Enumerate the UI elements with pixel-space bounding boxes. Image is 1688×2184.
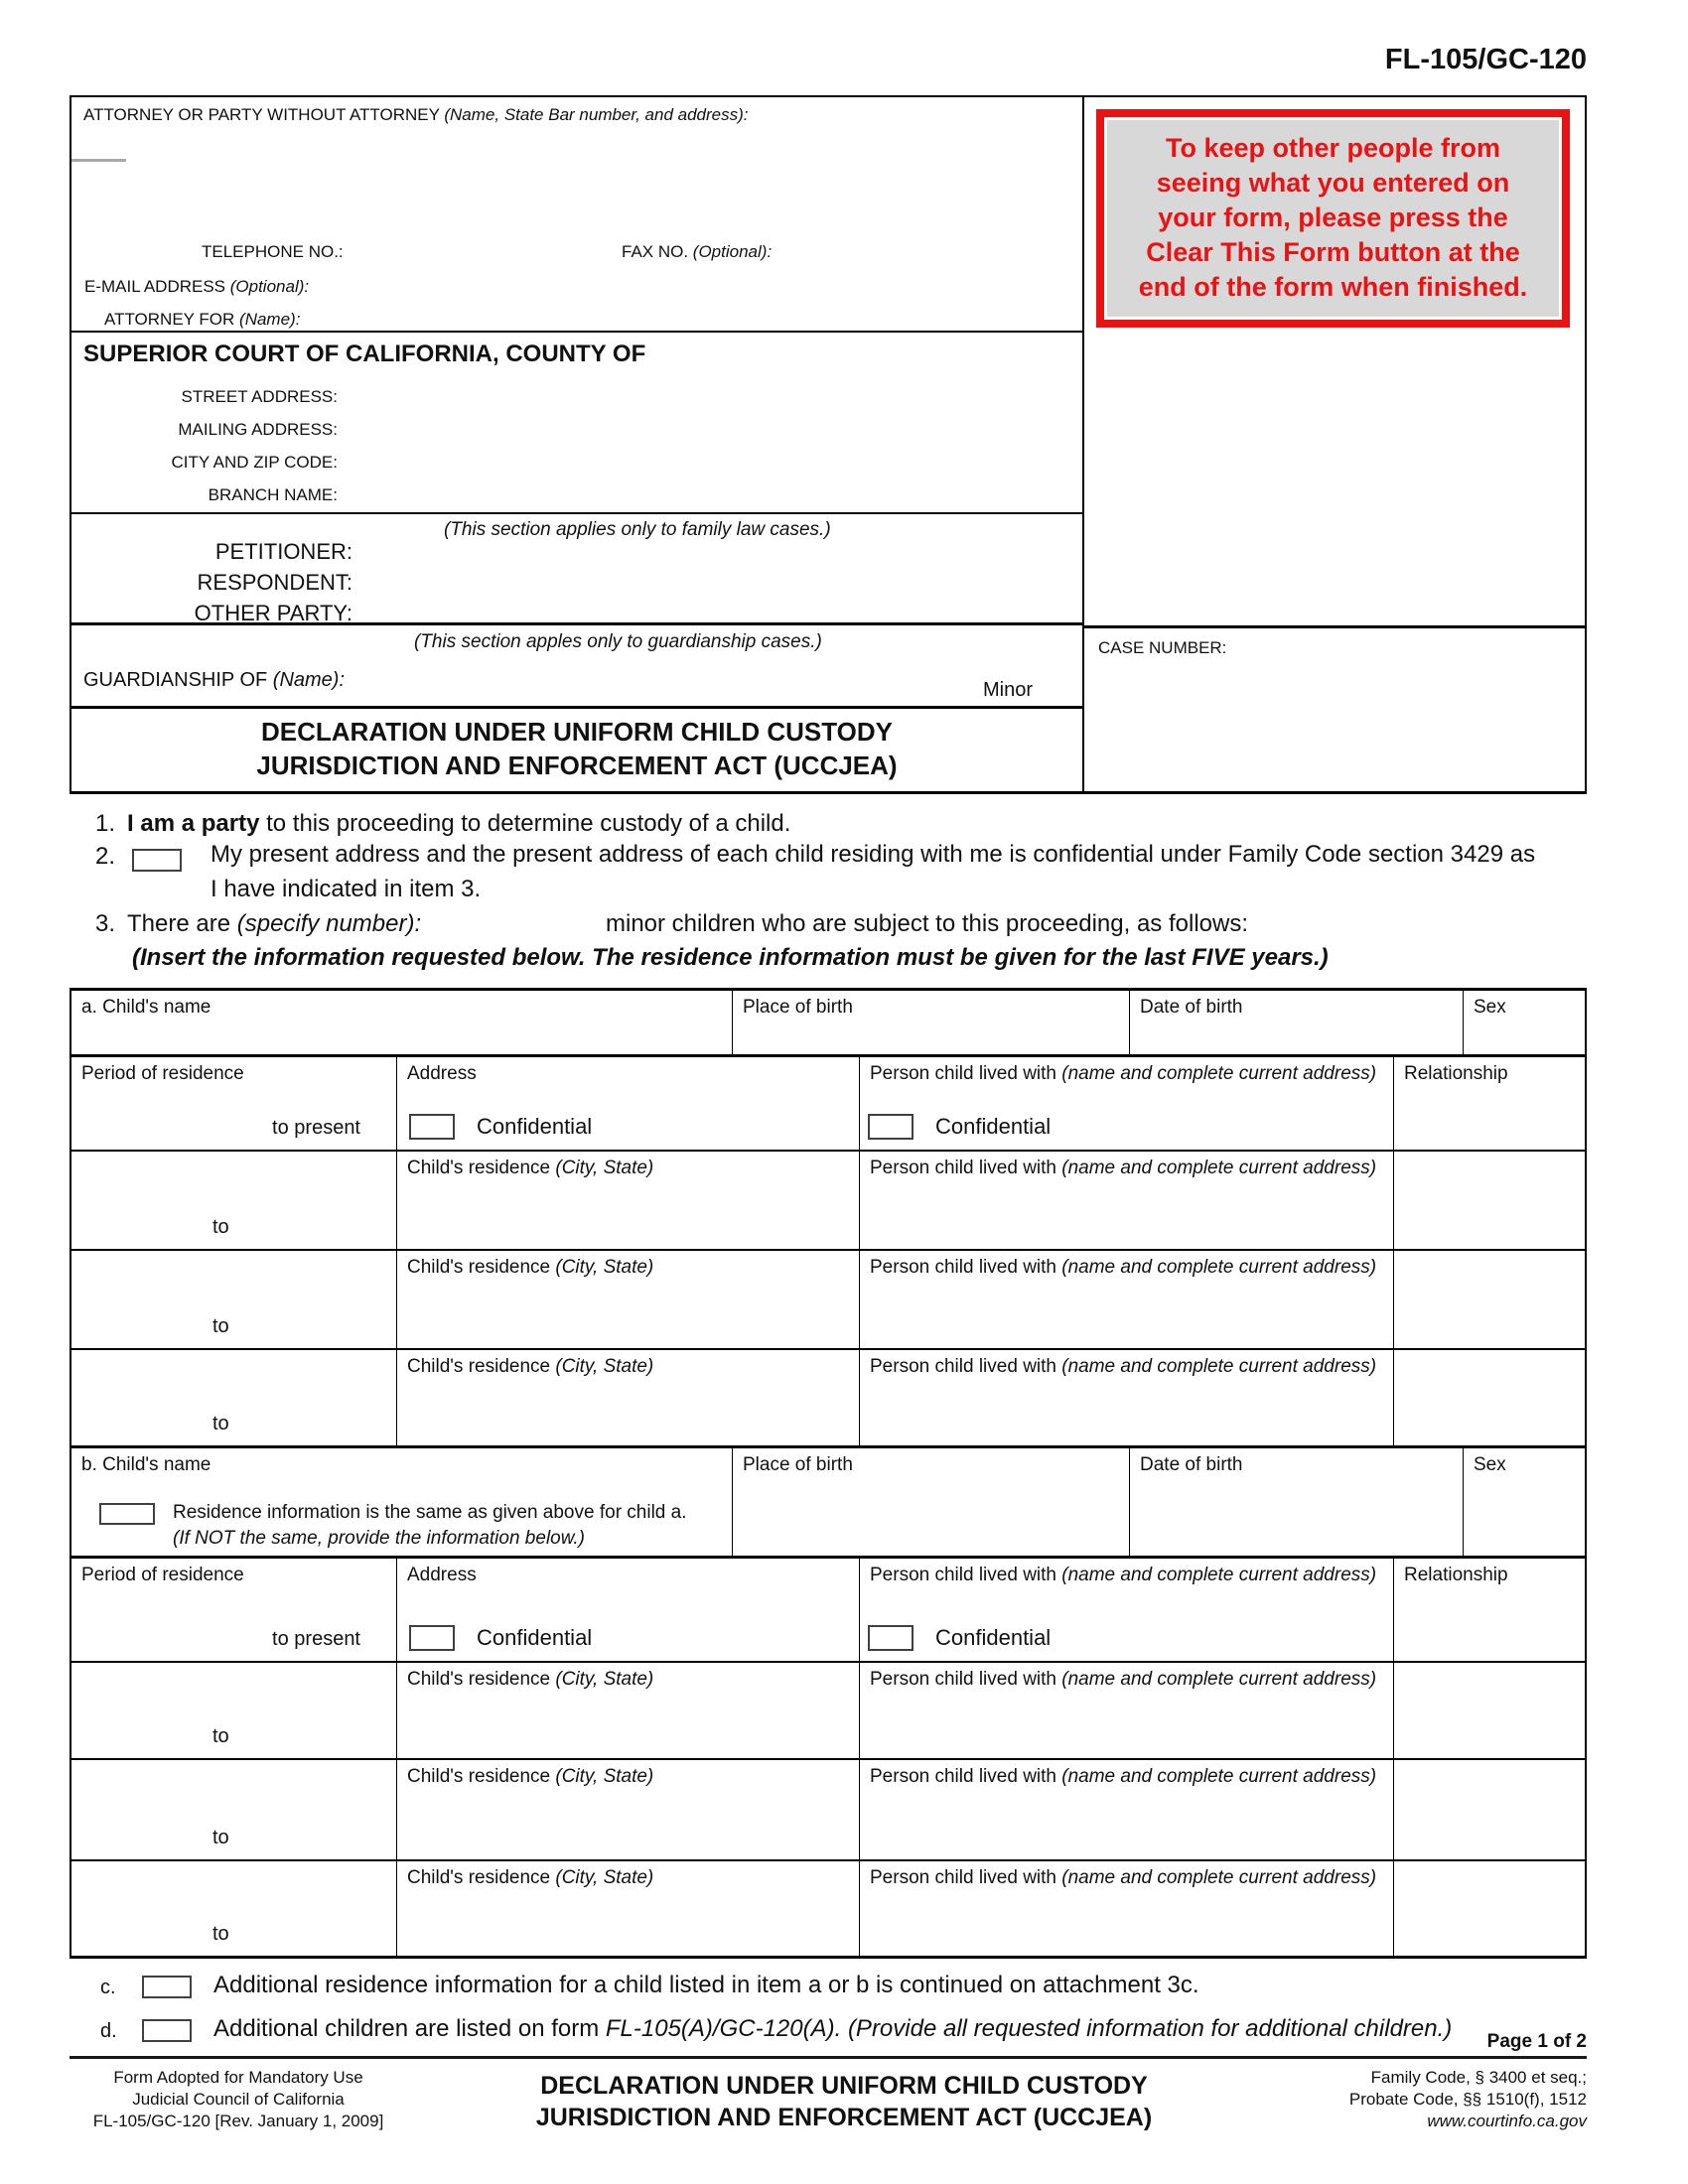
place-of-birth-label: Place of birth — [743, 997, 853, 1018]
residence-hint: (City, State) — [555, 1356, 654, 1377]
footer-right-line: Probate Code, §§ 1510(f), 1512 — [1348, 2090, 1587, 2109]
child-a-residence-row — [71, 1350, 1585, 1448]
item-d-letter: d. — [100, 2020, 117, 2042]
guardianship-of-label — [83, 669, 345, 692]
person-label: Person child lived with — [870, 1669, 1062, 1690]
confidential-label: Confidential — [477, 1114, 593, 1139]
petitioner-label: PETITIONER: — [214, 539, 352, 564]
confidential-row — [409, 1625, 592, 1651]
same-as-line2: (If NOT the same, provide the information below.) — [173, 1528, 586, 1549]
attorney-for-hint: (Name): — [239, 310, 301, 329]
relationship-cell — [1393, 1760, 1585, 1859]
to-label: to — [212, 1216, 229, 1238]
person-label: Person child lived with — [870, 1867, 1062, 1888]
child-b-same-as-a-checkbox[interactable] — [99, 1503, 155, 1525]
residence-label: Child's residence — [407, 1766, 556, 1787]
child-b-address-confidential-checkbox[interactable] — [409, 1625, 455, 1651]
guardianship-label-text: GUARDIANSHIP OF — [83, 669, 273, 691]
item-2-number: 2. — [95, 843, 116, 870]
footer-left-block — [84, 2067, 392, 2132]
item-1-number: 1. — [95, 810, 116, 837]
text-cursor-artifact — [71, 159, 126, 162]
person-cell — [859, 1057, 1393, 1150]
respondent-label: RESPONDENT: — [197, 570, 352, 595]
form-number: FL-105/GC-120 — [1384, 44, 1587, 75]
relationship-label: Relationship — [1404, 1063, 1508, 1084]
item-1-bold: I am a party — [127, 810, 260, 837]
residence-label: Child's residence — [407, 1257, 556, 1278]
email-label — [84, 277, 309, 297]
relationship-cell — [1393, 1057, 1585, 1150]
footer-left-line: Form Adopted for Mandatory Use — [113, 2068, 363, 2087]
page-indicator: Page 1 of 2 — [1486, 2031, 1587, 2052]
item-3-post: minor children who are subject to this proceeding, as follows: — [606, 910, 1248, 937]
person-hint: (name and complete current address) — [1061, 1063, 1377, 1084]
child-b-same-as-text — [173, 1500, 687, 1552]
period-cell — [71, 1251, 396, 1348]
clear-form-notice-line: end of the form when finished. — [1138, 272, 1528, 302]
item-2-line2: I have indicated in item 3. — [211, 876, 482, 902]
residence-hint: (City, State) — [555, 1257, 654, 1278]
person-hint: (name and complete current address) — [1061, 1158, 1377, 1178]
child-b-header-row — [71, 1448, 1585, 1559]
child-b-sex-cell — [1463, 1448, 1585, 1556]
attorney-header — [83, 105, 749, 125]
residence-cell — [396, 1350, 859, 1445]
case-number-box — [1084, 625, 1585, 791]
fax-label-text: FAX NO. — [622, 242, 693, 261]
address-label: Address — [407, 1565, 477, 1585]
residence-label: Child's residence — [407, 1867, 556, 1888]
branch-name-label: BRANCH NAME: — [208, 485, 338, 504]
child-b-residence-row — [71, 1663, 1585, 1760]
person-label: Person child lived with — [870, 1766, 1062, 1787]
place-of-birth-label: Place of birth — [743, 1454, 853, 1475]
footer-divider — [70, 2056, 1587, 2059]
period-cell — [71, 1663, 396, 1758]
clear-form-notice-line: Clear This Form button at the — [1146, 237, 1520, 267]
attorney-header-hint: (Name, State Bar number, and address): — [444, 105, 749, 124]
person-label: Person child lived with — [870, 1257, 1062, 1278]
address-label: Address — [407, 1063, 477, 1084]
person-cell — [859, 1251, 1393, 1348]
child-a-person-confidential-checkbox[interactable] — [868, 1114, 914, 1140]
person-cell — [859, 1760, 1393, 1859]
item-3 — [95, 910, 421, 938]
attorney-for-label — [104, 310, 300, 330]
relationship-cell — [1393, 1350, 1585, 1445]
party-section — [71, 514, 1082, 625]
guardianship-section — [71, 625, 1082, 709]
relationship-cell — [1393, 1251, 1585, 1348]
item-3-note: (Insert the information requested below. The residence information must be given for the last FIVE years.) — [132, 944, 1329, 971]
child-a-place-of-birth-cell — [732, 991, 1129, 1054]
person-cell — [859, 1350, 1393, 1445]
clear-form-notice-line: seeing what you entered on — [1156, 168, 1510, 198]
child-b-date-of-birth-cell — [1129, 1448, 1463, 1556]
person-hint: (name and complete current address) — [1061, 1669, 1377, 1690]
period-cell — [71, 1861, 396, 1956]
person-cell — [859, 1663, 1393, 1758]
to-present-label: to present — [272, 1117, 360, 1139]
relationship-cell — [1393, 1559, 1585, 1661]
residence-cell — [396, 1760, 859, 1859]
to-label: to — [212, 1725, 229, 1747]
confidential-row — [409, 1114, 592, 1140]
residence-cell — [396, 1251, 859, 1348]
child-a-residence-row — [71, 1251, 1585, 1350]
child-a-date-of-birth-cell — [1129, 991, 1463, 1054]
court-section — [71, 333, 1082, 514]
form-header-box — [70, 95, 1587, 794]
relationship-cell — [1393, 1861, 1585, 1956]
case-number-label: CASE NUMBER: — [1098, 638, 1227, 657]
item-2-line1: My present address and the present address of each child residing with me is confidential under Family Code section 3429 as — [211, 841, 1536, 868]
child-a-header-row — [71, 991, 1585, 1057]
person-cell — [859, 1861, 1393, 1956]
residence-hint: (City, State) — [555, 1669, 654, 1690]
item-2-confidential-checkbox[interactable] — [132, 849, 182, 872]
person-label: Person child lived with — [870, 1158, 1062, 1178]
footer-right-block — [1349, 2067, 1587, 2132]
address-cell — [396, 1559, 859, 1661]
child-b-residence-row — [71, 1861, 1585, 1956]
child-b-person-confidential-checkbox[interactable] — [868, 1625, 914, 1651]
period-of-residence-cell — [71, 1559, 396, 1661]
person-label: Person child lived with — [870, 1356, 1062, 1377]
address-cell — [396, 1057, 859, 1150]
same-as-line1: Residence information is the same as given above for child a. — [173, 1502, 687, 1523]
child-b-name-cell — [71, 1448, 732, 1556]
confidential-label: Confidential — [477, 1625, 593, 1650]
footer-courtinfo-link[interactable]: www.courtinfo.ca.gov — [1427, 2112, 1587, 2130]
footer-right-line: Family Code, § 3400 et seq.; — [1370, 2068, 1587, 2087]
court-title: SUPERIOR COURT OF CALIFORNIA, COUNTY OF — [83, 341, 646, 367]
item-d-additional-children-checkbox[interactable] — [142, 2019, 192, 2042]
street-address-label: STREET ADDRESS: — [181, 387, 338, 406]
child-a-present-row — [71, 1057, 1585, 1152]
child-b-place-of-birth-cell — [732, 1448, 1129, 1556]
date-of-birth-label: Date of birth — [1140, 997, 1243, 1018]
person-hint: (name and complete current address) — [1061, 1565, 1377, 1585]
guardianship-note: (This section apples only to guardianship cases.) — [414, 631, 822, 652]
to-label: to — [212, 1315, 229, 1337]
residence-cell — [396, 1663, 859, 1758]
attorney-section — [71, 97, 1082, 333]
doc-title-section — [71, 709, 1082, 792]
residence-hint: (City, State) — [555, 1867, 654, 1888]
item-d-text-normal: Additional children are listed on form — [213, 2015, 606, 2042]
clear-form-notice-line: To keep other people from — [1165, 133, 1501, 163]
clear-form-notice — [1096, 109, 1570, 328]
email-hint: (Optional): — [229, 277, 310, 296]
residence-label: Child's residence — [407, 1356, 556, 1377]
minor-label: Minor — [982, 679, 1033, 701]
period-cell — [71, 1152, 396, 1249]
child-a-name-cell — [71, 991, 732, 1054]
person-hint: (name and complete current address) — [1061, 1356, 1377, 1377]
item-d-text — [213, 2015, 1452, 2043]
item-3-number: 3. — [95, 910, 116, 937]
to-label: to — [212, 1923, 229, 1945]
attorney-header-label: ATTORNEY OR PARTY WITHOUT ATTORNEY — [83, 105, 445, 124]
person-cell — [859, 1152, 1393, 1249]
period-of-residence-label: Period of residence — [81, 1063, 244, 1084]
confidential-row — [868, 1625, 1051, 1651]
footer-title-line2: JURISDICTION AND ENFORCEMENT ACT (UCCJEA) — [535, 2104, 1153, 2131]
residence-hint: (City, State) — [555, 1158, 654, 1178]
item-c-attachment-checkbox[interactable] — [142, 1976, 192, 1998]
residence-hint: (City, State) — [555, 1766, 654, 1787]
residence-cell — [396, 1861, 859, 1956]
mailing-address-label: MAILING ADDRESS: — [178, 420, 338, 439]
fax-label — [622, 242, 772, 262]
doc-title-line1: DECLARATION UNDER UNIFORM CHILD CUSTODY — [260, 717, 894, 747]
footer-title — [427, 2070, 1261, 2133]
city-zip-label: CITY AND ZIP CODE: — [171, 453, 338, 472]
sex-label: Sex — [1474, 1454, 1506, 1475]
footer-left-line: FL-105/GC-120 [Rev. January 1, 2009] — [92, 2112, 384, 2130]
residence-label: Child's residence — [407, 1158, 556, 1178]
to-label: to — [212, 1827, 229, 1848]
item-1-text: to this proceeding to determine custody of a child. — [259, 810, 791, 837]
relationship-cell — [1393, 1152, 1585, 1249]
person-hint: (name and complete current address) — [1061, 1867, 1377, 1888]
person-label: Person child lived with — [870, 1063, 1062, 1084]
person-label: Person child lived with — [870, 1565, 1062, 1585]
confidential-row — [868, 1114, 1051, 1140]
confidential-label: Confidential — [935, 1625, 1052, 1650]
child-b-name-label: b. Child's name — [81, 1454, 211, 1475]
child-a-residence-row — [71, 1152, 1585, 1251]
date-of-birth-label: Date of birth — [1140, 1454, 1243, 1475]
item-d-text-italic: FL-105(A)/GC-120(A). (Provide all requested information for additional children.) — [605, 2015, 1453, 2042]
children-residence-table — [70, 988, 1587, 1959]
item-c-text: Additional residence information for a child listed in item a or b is continued on attachment 3c. — [213, 1972, 1199, 1998]
child-a-name-label: a. Child's name — [81, 997, 211, 1018]
item-3-specify-hint: (specify number): — [236, 910, 422, 937]
footer-left-line: Judicial Council of California — [132, 2090, 345, 2109]
period-cell — [71, 1350, 396, 1445]
sex-label: Sex — [1474, 997, 1506, 1018]
residence-cell — [396, 1152, 859, 1249]
period-of-residence-cell — [71, 1057, 396, 1150]
doc-title-line2: JURISDICTION AND ENFORCEMENT ACT (UCCJEA) — [256, 751, 898, 780]
to-present-label: to present — [272, 1628, 360, 1650]
person-hint: (name and complete current address) — [1061, 1257, 1377, 1278]
fax-hint: (Optional): — [692, 242, 773, 261]
family-law-note: (This section applies only to family law cases.) — [444, 519, 831, 540]
child-b-residence-row — [71, 1760, 1585, 1861]
other-party-label: OTHER PARTY: — [194, 601, 352, 625]
child-a-address-confidential-checkbox[interactable] — [409, 1114, 455, 1140]
item-1 — [95, 810, 790, 838]
email-label-text: E-MAIL ADDRESS — [84, 277, 230, 296]
to-label: to — [212, 1413, 229, 1434]
period-cell — [71, 1760, 396, 1859]
relationship-label: Relationship — [1404, 1565, 1508, 1585]
residence-label: Child's residence — [407, 1669, 556, 1690]
item-c-letter: c. — [100, 1977, 116, 1998]
clear-form-notice-line: your form, please press the — [1158, 203, 1508, 232]
period-of-residence-label: Period of residence — [81, 1565, 244, 1585]
item-3-pre: There are — [127, 910, 237, 937]
child-b-present-row — [71, 1559, 1585, 1663]
person-hint: (name and complete current address) — [1061, 1766, 1377, 1787]
relationship-cell — [1393, 1663, 1585, 1758]
child-a-sex-cell — [1463, 991, 1585, 1054]
telephone-label: TELEPHONE NO.: — [202, 242, 344, 261]
attorney-for-label-text: ATTORNEY FOR — [104, 310, 240, 329]
confidential-label: Confidential — [935, 1114, 1052, 1139]
guardianship-hint: (Name): — [272, 669, 346, 691]
person-cell — [859, 1559, 1393, 1661]
footer-title-line1: DECLARATION UNDER UNIFORM CHILD CUSTODY — [540, 2072, 1148, 2100]
